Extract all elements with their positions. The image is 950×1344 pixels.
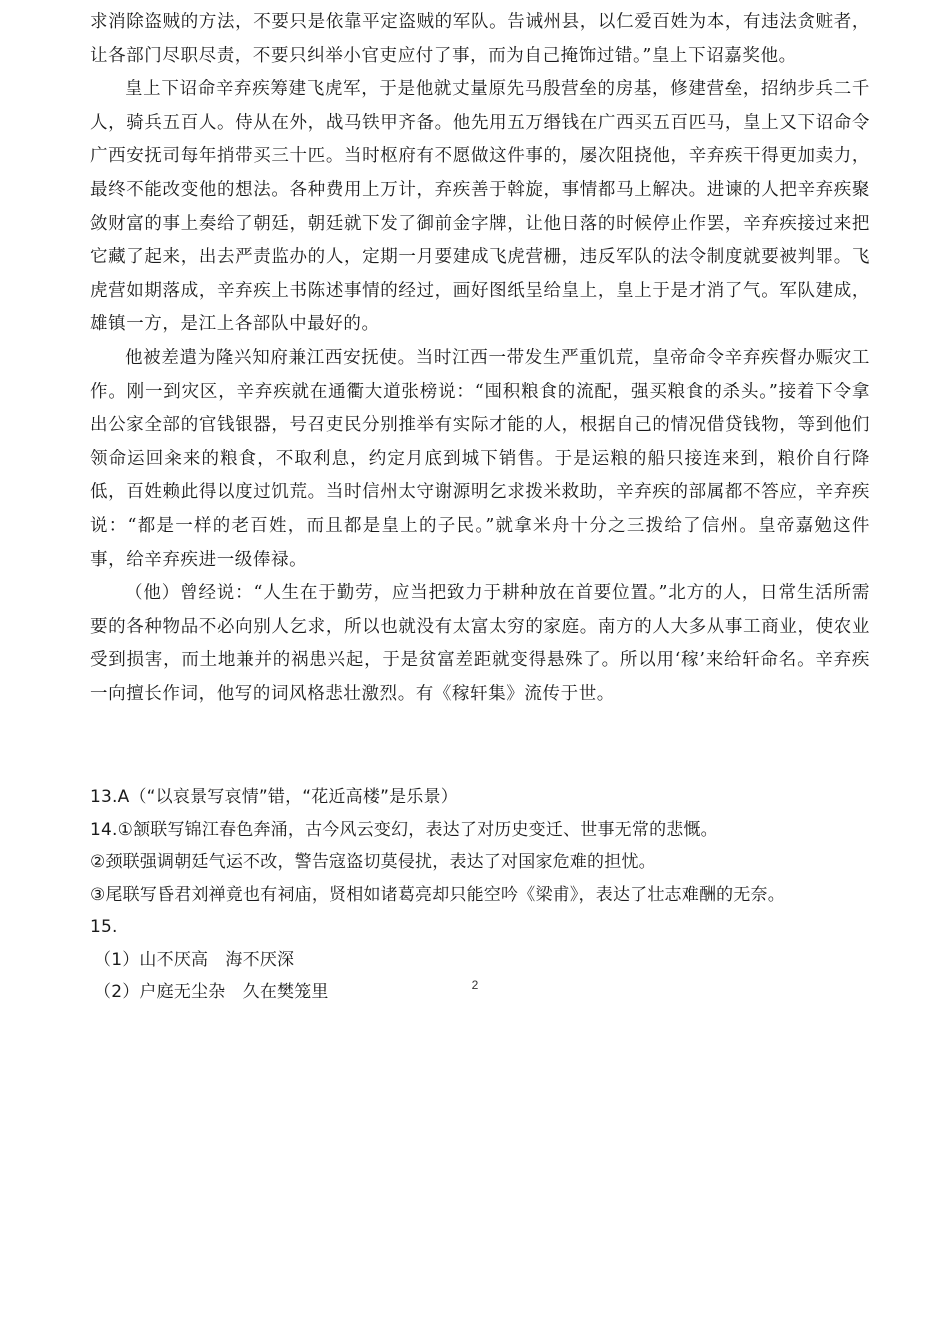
passage-paragraph-1: 求消除盗贼的方法，不要只是依靠平定盗贼的军队。告诫州县，以仁爱百姓为本，有违法贪赃者，让各部门尽职尽责，不要只纠举小官吏应付了事，而为自己掩饰过错。”皇上下诏嘉奖他。: [90, 12, 870, 66]
passage-paragraph-3: 他被差遣为隆兴知府兼江西安抚使。当时江西一带发生严重饥荒，皇帝命令辛弃疾督办赈灾工作。刚一到灾区，辛弃疾就在通衢大道张榜说：“囤积粮食的流配，强买粮食的杀头。”接着下令拿出公家全部的官钱银器，号召吏民分别推举有实际才能的人，根据自己的情况借贷钱物，等到他们领命运回籴来的粮食，不取利息，约定月底到城下销售。于是运粮的船只接连来到，粮价自行降低，百姓赖此得以度过饥荒。当时信州太守谢源明乞求拨米救助，辛弃疾的部属都不答应，辛弃疾说：“都是一样的老百姓，而且都是皇上的子民。”就拿米舟十分之三拨给了信州。皇帝嘉勉这件事，给辛弃疾进一级俸禄。: [90, 347, 870, 570]
answer-14-point-2: ②颈联强调朝廷气运不改，警告寇盗切莫侵扰，表达了对国家危难的担忧。: [90, 852, 656, 872]
answer-15-part-1: （1）山不厌高 海不厌深: [94, 949, 295, 970]
answer-14-point-3: ③尾联写昏君刘禅竟也有祠庙，贤相如诸葛亮却只能空吟《梁甫》，表达了壮志难酬的无奈。: [90, 884, 785, 905]
answer-13: 13.A（“以哀景写哀情”错，“花近高楼”是乐景）: [90, 787, 458, 807]
passage-paragraph-4: （他）曾经说：“人生在于勤劳，应当把致力于耕种放在首要位置。”北方的人，日常生活所需要的各种物品不必向别人乞求，所以也就没有太富太穷的家庭。南方的人大多从事工商业，使农业受到损害，而土地兼并的祸患兴起，于是贫富差距就变得悬殊了。所以用‘稼’来给轩命名。辛弃疾一向擅长作词，他写的词风格悲壮激烈。有《稼轩集》流传于世。: [90, 583, 870, 704]
answer-key: [90, 781, 880, 1009]
answer-14-point-1: 14.①颔联写锦江春色奔涌，古今风云变幻，表达了对历史变迁、世事无常的悲慨。: [90, 819, 718, 840]
page-number: 2: [471, 978, 479, 992]
answer-15-heading: 15.: [90, 917, 118, 937]
passage-paragraph-2: 皇上下诏命辛弃疾筹建飞虎军，于是他就丈量原先马殷营垒的房基，修建营垒，招纳步兵二千人，骑兵五百人。侍从在外，战马铁甲齐备。他先用五万缗钱在广西买五百匹马，皇上又下诏命令广西安抚司每年捎带买三十匹。当时枢府有不愿做这件事的，屡次阻挠他，辛弃疾干得更加卖力，最终不能改变他的想法。各种费用上万计，弃疾善于斡旋，事情都马上解决。进谏的人把辛弃疾聚敛财富的事上奏给了朝廷，朝廷就下发了御前金字牌，让他日落的时候停止作罢，辛弃疾接过来把它藏了起来，出去严责监办的人，定期一月要建成飞虎营栅，违反军队的法令制度就要被判罪。飞虎营如期落成，辛弃疾上书陈述事情的经过，画好图纸呈给皇上，皇上于是才消了气。军队建成，雄镇一方，是江上各部队中最好的。: [90, 79, 870, 335]
answer-15-part-2: （2）户庭无尘杂 久在樊笼里: [94, 982, 329, 1002]
translation-passage: [90, 6, 870, 711]
